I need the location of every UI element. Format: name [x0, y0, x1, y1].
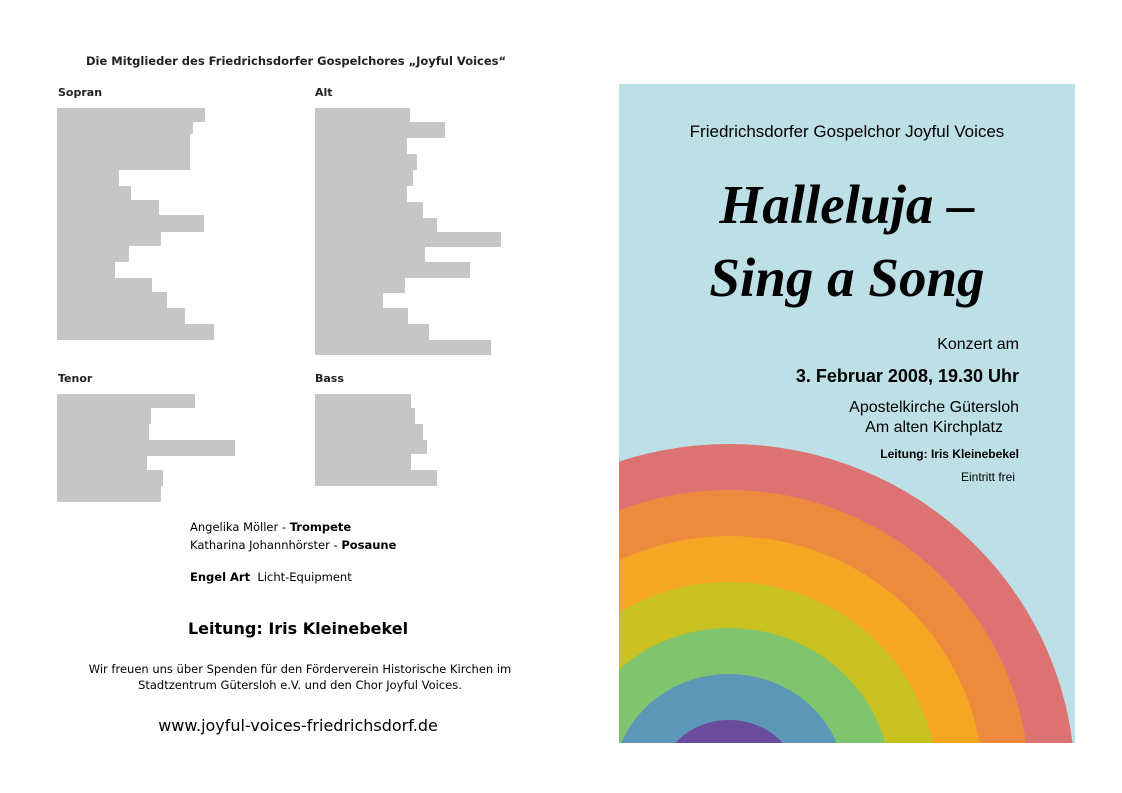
poster-date: 3. Februar 2008, 19.30 Uhr	[795, 366, 1019, 386]
redaction-block	[315, 170, 413, 186]
donation-note	[60, 661, 540, 693]
musicians-list	[190, 518, 396, 554]
poster-choir-name: Friedrichsdorfer Gospelchor Joyful Voices	[689, 122, 1005, 141]
redaction-block	[315, 408, 415, 424]
redaction-block	[315, 186, 407, 202]
redaction-block	[315, 470, 437, 486]
redaction-block	[315, 340, 491, 355]
light-role: Licht-Equipment	[257, 570, 352, 584]
redaction-block	[57, 440, 235, 456]
redaction-block	[315, 218, 437, 232]
musician-name: Angelika Möller	[190, 520, 279, 534]
redaction-block	[57, 215, 204, 232]
redaction-block	[315, 324, 429, 340]
donation-line: Wir freuen uns über Spenden für den Förderverein Historische Kirchen im	[88, 662, 512, 676]
poster-title-line: Halleluja –	[719, 174, 975, 235]
redaction-block	[315, 293, 383, 308]
poster-venue-line: Apostelkirche Gütersloh	[849, 399, 1019, 416]
director-credit: Leitung: Iris Kleinebekel	[187, 619, 409, 638]
redaction-block	[57, 470, 163, 486]
redaction-block	[315, 394, 411, 408]
musician-instrument: Trompete	[289, 520, 352, 534]
redaction-block	[315, 202, 423, 218]
redaction-block	[57, 170, 119, 186]
poster-director: Leitung: Iris Kleinebekel	[880, 447, 1019, 461]
musician-separator: -	[329, 538, 342, 552]
redaction-block	[315, 424, 423, 440]
redaction-block	[57, 278, 152, 292]
section-label-sopran: Sopran	[58, 86, 103, 99]
redaction-block	[57, 324, 214, 340]
redaction-block	[57, 246, 129, 262]
redaction-block	[57, 394, 195, 408]
redaction-block	[315, 154, 417, 170]
redaction-block	[57, 408, 151, 424]
section-label-bass: Bass	[315, 372, 344, 385]
redaction-block	[57, 200, 159, 215]
redaction-block	[57, 292, 167, 308]
musician-instrument: Posaune	[341, 538, 397, 552]
redaction-block	[315, 247, 425, 262]
redaction-block	[315, 454, 411, 470]
musician-separator: -	[278, 520, 290, 534]
redaction-block	[57, 262, 115, 278]
poster-title-line: Sing a Song	[709, 247, 985, 308]
redaction-block	[315, 108, 410, 122]
redaction-block	[315, 278, 405, 293]
section-label-alt: Alt	[315, 86, 333, 99]
website-link[interactable]: www.joyful-voices-friedrichsdorf.de	[158, 716, 438, 735]
redaction-block	[315, 262, 470, 278]
redaction-block	[315, 232, 501, 247]
redaction-block	[57, 122, 193, 134]
concert-poster	[619, 84, 1075, 743]
musician-name: Katharina Johannhörster	[190, 538, 330, 552]
section-label-tenor: Tenor	[58, 372, 93, 385]
redaction-block	[57, 134, 190, 170]
redaction-block	[57, 186, 131, 200]
redaction-block	[315, 138, 407, 154]
poster-title	[619, 168, 1075, 314]
light-credit	[190, 570, 352, 584]
redaction-block	[57, 108, 205, 122]
members-heading: Die Mitglieder des Friedrichsdorfer Gospelchores „Joyful Voices“	[86, 54, 507, 68]
redaction-block	[315, 122, 445, 138]
musician-row	[190, 536, 396, 554]
redaction-block	[315, 308, 408, 324]
poster-venue-line: Am alten Kirchplatz	[865, 419, 1003, 436]
poster-admission: Eintritt frei	[960, 470, 1015, 484]
donation-line: Stadtzentrum Gütersloh e.V. und den Chor Joyful Voices.	[138, 678, 462, 692]
redaction-block	[57, 456, 147, 470]
redaction-block	[315, 440, 427, 454]
poster-venue	[849, 398, 1019, 438]
redaction-block	[57, 308, 185, 324]
redaction-block	[57, 486, 161, 502]
poster-konzert-label: Konzert am	[937, 336, 1019, 353]
redaction-block	[57, 232, 161, 246]
musician-row	[190, 518, 396, 536]
light-name: Engel Art	[190, 570, 251, 584]
redaction-block	[57, 424, 149, 440]
